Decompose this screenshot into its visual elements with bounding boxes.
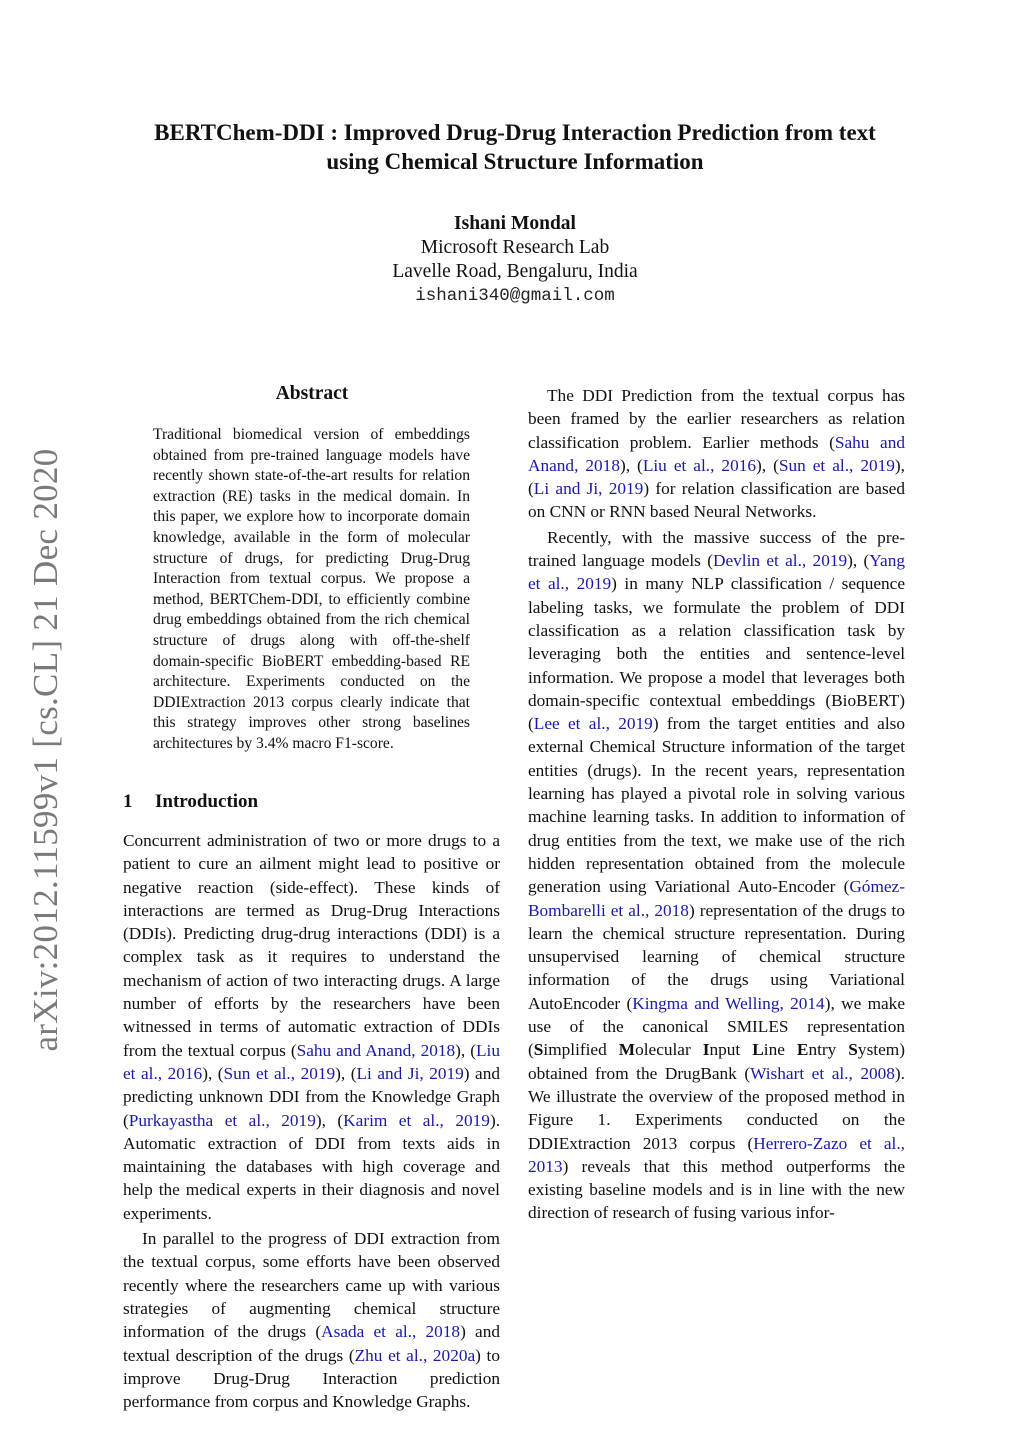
citation-link[interactable]: Wishart et al., 2008 (750, 1063, 895, 1083)
citation-link[interactable]: Gómez-Bombarelli et al., 2018 (528, 877, 905, 920)
citation-link[interactable]: Purkayastha et al., 2019 (128, 1110, 316, 1130)
intro-paragraph-3: The DDI Prediction from the textual corpus has been framed by the earlier researchers as relation classification problem. Earlier methods (Sahu and Anand, 2018), (Liu et al., 2016), (Sun et al., 2019), (Li and Ji, 2019) for relation classification are based on CNN or RNN based Neural Networks. (528, 386, 905, 522)
citation-link[interactable]: Li and Ji, 2019 (356, 1063, 464, 1083)
section-heading-introduction (123, 791, 258, 813)
intro-paragraph-2: In parallel to the progress of DDI extraction from the textual corpus, some efforts have been observed recently where the researchers came up with various strategies of augmenting chemical structure information of the drugs (Asada et al., 2018) and textual description of the drugs (Zhu et al., 2020a) to improve Drug-Drug Interaction prediction performance from corpus and Knowledge Graphs. (123, 1229, 500, 1412)
affiliation-line-2: Lavelle Road, Bengaluru, India (392, 261, 638, 282)
arxiv-sidebar-stamp (22, 450, 70, 1050)
title-line-2: using Chemical Structure Information (326, 149, 704, 174)
citation-link[interactable]: Zhu et al., 2020a (354, 1345, 476, 1365)
intro-paragraph-1: Concurrent administration of two or more drugs to a patient to cure an ailment might lead to positive or negative reaction (side-effect). These kinds of interactions are termed as Drug-Drug Interactions (DDIs). Predicting drug-drug interactions (DDI) is a complex task as it requires to understand the mechanism of action of two interacting drugs. A large number of efforts by the researchers have been witnessed in terms of automatic extraction of DDIs from the textual corpus (Sahu and Anand, 2018), (Liu et al., 2016), (Sun et al., 2019), (Li and Ji, 2019) and predicting unknown DDI from the Knowledge Graph (Purkayastha et al., 2019), (Karim et al., 2019). Automatic extraction of DDI from texts aids in maintaining the databases with high coverage and help the medical experts in their diagnosis and novel experiments. (123, 831, 501, 1223)
citation-link[interactable]: Sahu and Anand, 2018 (296, 1040, 456, 1060)
citation-link[interactable]: Sahu and Anand, 2018 (528, 432, 905, 475)
citation-link[interactable]: Herrero-Zazo et al., 2013 (528, 1133, 905, 1176)
citation-link[interactable]: Liu et al., 2016 (123, 1040, 500, 1083)
abstract-heading: Abstract (275, 383, 349, 404)
citation-link[interactable]: Sun et al., 2019 (223, 1063, 336, 1083)
arxiv-identifier: arXiv:2012.11599v1 [cs.CL] 21 Dec 2020 (26, 448, 65, 1052)
citation-link[interactable]: Sun et al., 2019 (778, 455, 895, 475)
citation-link[interactable]: Liu et al., 2016 (642, 455, 756, 475)
section-number: 1 (123, 791, 133, 812)
abstract-text: Traditional biomedical version of embeddings obtained from pre-trained language models have recently shown state-of-the-art results for relation extraction (RE) tasks in the medical domain. In this paper, we explore how to incorporate domain knowledge, available in the form of molecular structure of drugs, for predicting Drug-Drug Interaction from textual corpus. We propose a method, BERTChem-DDI, to efficiently combine drug embeddings obtained from the rich chemical structure of drugs along with off-the-shelf domain-specific BioBERT embedding-based RE architecture. Experiments conducted on the DDIExtraction 2013 corpus clearly indicate that this strategy improves other strong baselines architectures by 3.4% macro F1-score. (153, 426, 470, 752)
affiliation-line-1: Microsoft Research Lab (420, 237, 610, 258)
citation-link[interactable]: Li and Ji, 2019 (533, 479, 644, 499)
citation-link[interactable]: Asada et al., 2018 (321, 1322, 461, 1342)
author-block (210, 212, 820, 308)
author-email: ishani340@gmail.com (415, 286, 615, 306)
paper-title (110, 118, 920, 176)
author-name: Ishani Mondal (454, 213, 576, 234)
citation-link[interactable]: Lee et al., 2019 (533, 714, 653, 734)
section-title: Introduction (155, 791, 259, 812)
intro-paragraph-4: Recently, with the massive success of the pre-trained language models (Devlin et al., 2019), (Yang et al., 2019) in many NLP classification / sequence labeling tasks, we formulate the problem of DDI classification as a relation classification task by leveraging both the entities and sentence-level information. We propose a model that leverages both domain-specific contextual embeddings (BioBERT) (Lee et al., 2019) from the target entities and also external Chemical Structure information of the target entities (drugs). In the recent years, representation learning has played a pivotal role in solving various machine learning tasks. In addition to information of drug entities from the text, we make use of the rich hidden representation obtained from the molecule generation using Variational Auto-Encoder (Gómez-Bombarelli et al., 2018) representation of the drugs to learn the chemical structure representation. During unsupervised learning of chemical structure information of the drugs using Variational AutoEncoder (Kingma and Welling, 2014), we make use of the canonical SMILES representation (Simplified Molecular Input Line Entry System) obtained from the DrugBank (Wishart et al., 2008). We illustrate the overview of the proposed method in Figure 1. Experiments conducted on the DDIExtraction 2013 corpus (Herrero-Zazo et al., 2013) reveals that this method outperforms the existing baseline models and is in line with the new direction of research of fusing various infor- (528, 527, 905, 1223)
citation-link[interactable]: Devlin et al., 2019 (712, 551, 848, 571)
left-column-body (123, 829, 500, 1415)
citation-link[interactable]: Karim et al., 2019 (343, 1110, 490, 1130)
right-column-body (528, 384, 905, 1227)
citation-link[interactable]: Kingma and Welling, 2014 (632, 993, 825, 1013)
citation-link[interactable]: Yang et al., 2019 (528, 551, 905, 594)
title-line-1: BERTChem-DDI : Improved Drug-Drug Interaction Prediction from text (154, 120, 876, 145)
